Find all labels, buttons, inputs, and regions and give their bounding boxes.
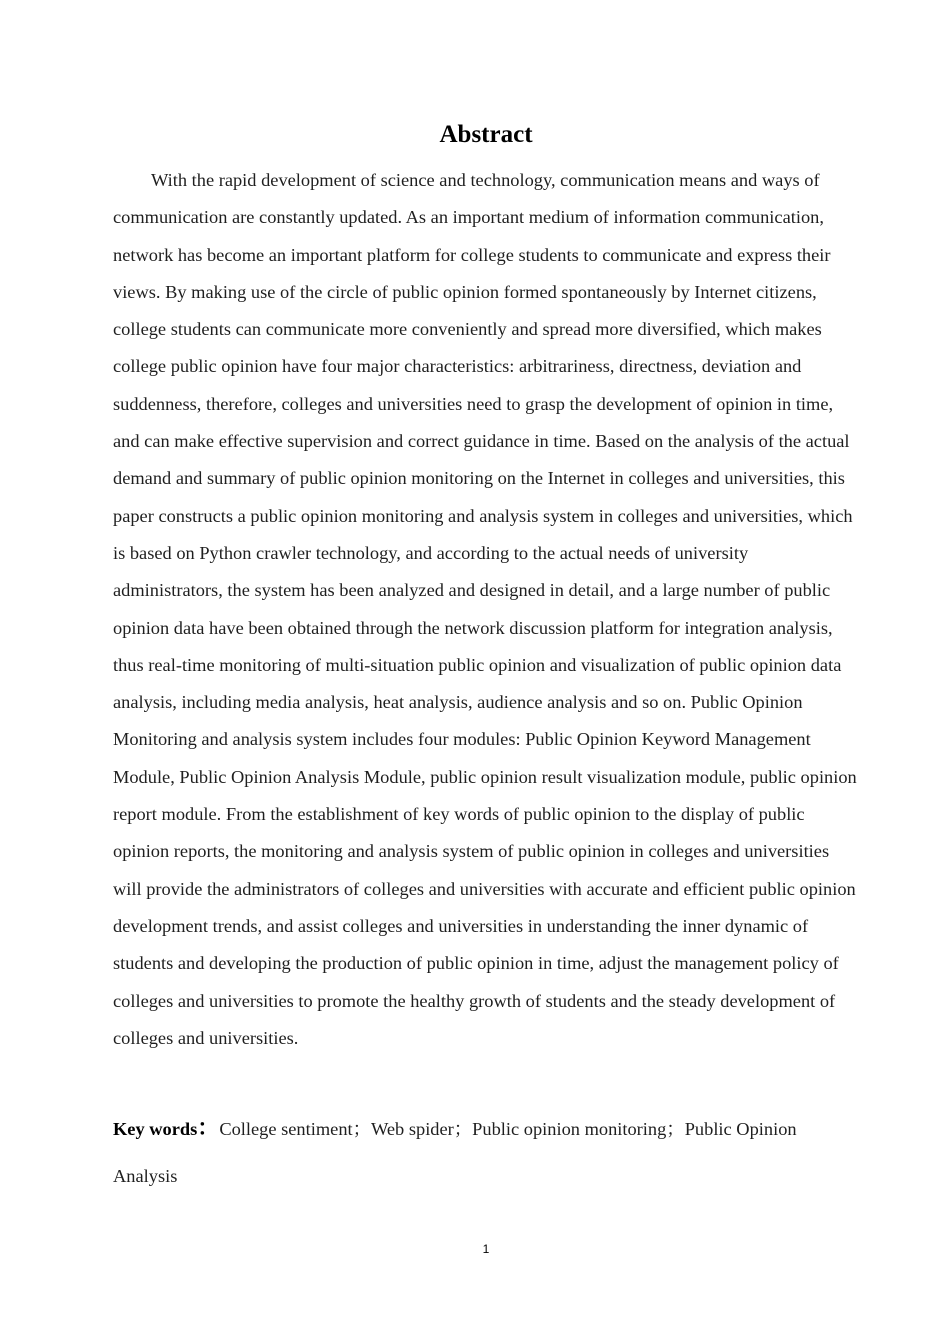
- page-number: 1: [482, 1242, 490, 1256]
- keywords-colon: ：: [197, 1115, 220, 1140]
- page-title: Abstract: [439, 120, 533, 148]
- abstract-paragraph: With the rapid development of science and technology, communication means and ways of communication are constantly updated. As an important medium of information communication, network has become an important platform for college students to communicate and express their views. By making use of the circle of public opinion formed spontaneously by Internet citizens, college students can communicate more conveniently and spread more diversified, which makes college public opinion have four major characteristics: arbitrariness, directness, deviation and suddenness, therefore, colleges and universities need to grasp the development of opinion in time, and can make effective supervision and correct guidance in time. Based on the analysis of the actual demand and summary of public opinion monitoring on the Internet in colleges and universities, this paper constructs a public opinion monitoring and analysis system in colleges and universities, which is based on Python crawler technology, and according to the actual needs of university administrators, the system has been analyzed and designed in detail, and a large number of public opinion data have been obtained through the network discussion platform for integration analysis, thus real-time monitoring of multi-situation public opinion and visualization of public opinion data analysis, including media analysis, heat analysis, audience analysis and so on. Public Opinion Monitoring and analysis system includes four modules: Public Opinion Keyword Management Module, Public Opinion Analysis Module, public opinion result visualization module, public opinion report module. From the establishment of key words of public opinion to the display of public opinion reports, the monitoring and analysis system of public opinion in colleges and universities will provide the administrators of colleges and universities with accurate and efficient public opinion development trends, and assist colleges and universities in understanding the inner dynamic of students and developing the production of public opinion in time, adjust the management policy of colleges and universities to promote the healthy growth of students and the steady development of colleges and universities.: [113, 170, 857, 1048]
- keywords-label: Key words: [113, 1119, 198, 1139]
- keywords-line: [113, 1104, 859, 1200]
- keywords-text: College sentiment；Web spider；Public opinion monitoring；Public Opinion Analysis: [113, 1119, 797, 1186]
